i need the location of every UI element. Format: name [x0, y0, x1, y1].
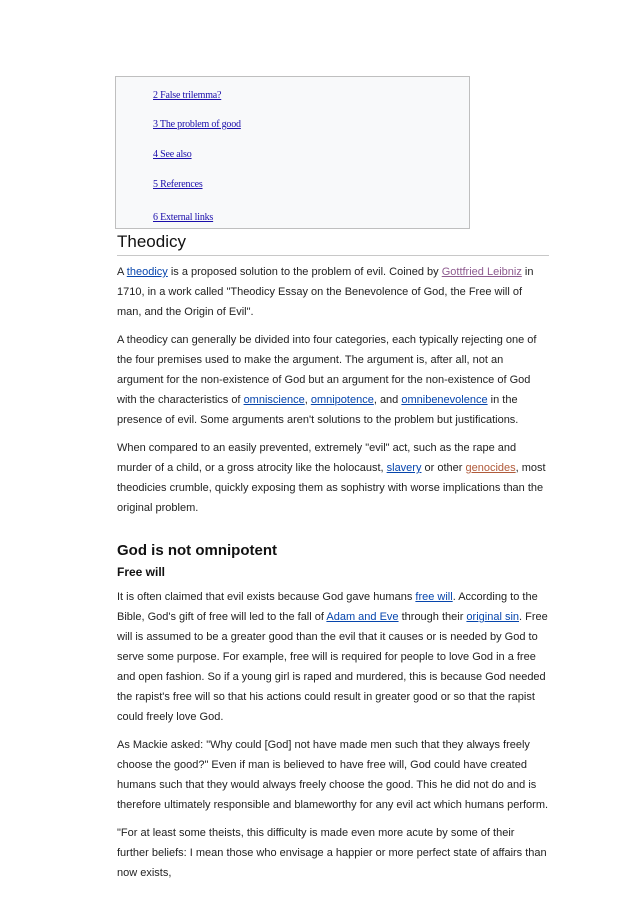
toc-link-external-links[interactable]: 6 External links — [153, 212, 214, 223]
page-title: Theodicy — [117, 232, 549, 256]
paragraph-comparison: When compared to an easily prevented, extremely "evil" act, such as the rape and murder of a child, or a gross atrocity like the holocaust, slavery or other genocides, most theodicies crumble, quickly exposing them as sophistry with worse implications than the original problem. — [117, 442, 546, 514]
link-gottfried-leibniz[interactable]: Gottfried Leibniz — [441, 266, 522, 278]
link-original-sin[interactable]: original sin — [466, 611, 520, 623]
paragraph-mackie: As Mackie asked: "Why could [God] not have made men such that they always freely choose the good?" Even if man is believed to have free will, God could have created humans such that they would always freely choose the good. This he did not do and is therefore ultimately responsible and blameworthy for any evil act which humans perform. — [117, 739, 549, 811]
link-omnibenevolence[interactable]: omnibenevolence — [401, 394, 488, 406]
link-adam-and-eve[interactable]: Adam and Eve — [326, 611, 399, 623]
section-heading: God is not omnipotent — [117, 542, 277, 559]
table-of-contents — [115, 76, 470, 229]
paragraph-free-will: It is often claimed that evil exists because God gave humans free will. According to the Bible, God's gift of free will led to the fall of Adam and Eve through their original sin. Free will is assumed to be a greater good than the evil that it causes or is needed by God to serve some purpose. For example, free will is required for people to love God in a free and open fashion. So if a young girl is raped and murdered, this is because God needed the rapist's free will so that his actions could result in greater good or so that the rapist could freely love God. — [117, 591, 548, 723]
toc-link-references[interactable]: 5 References — [153, 179, 203, 190]
paragraph-categories: A theodicy can generally be divided into four categories, each typically rejecting one of the four premises used to make the argument. The argument is, after all, not an argument for the non-existence of God but an argument for the non-existence of God with the characteristics of omniscience, omnipotence, and omnibenevolence in the presence of evil. Some arguments aren't solutions to the problem but justifications. — [117, 334, 537, 426]
article-content — [117, 232, 549, 883]
link-slavery[interactable]: slavery — [386, 462, 422, 474]
paragraph-quote: "For at least some theists, this difficulty is made even more acute by some of their further beliefs: I mean those who envisage a happier or more perfect state of affairs than now exists, — [117, 827, 547, 879]
link-omnipotence[interactable]: omnipotence — [310, 394, 374, 406]
paragraph-intro: A theodicy is a proposed solution to the problem of evil. Coined by Gottfried Leibniz in 1710, in a work called "Theodicy Essay on the Benevolence of God, the Free will of man, and the Origin of Evil". — [117, 266, 534, 318]
link-theodicy[interactable]: theodicy — [126, 266, 168, 278]
toc-link-problem-of-good[interactable]: 3 The problem of good — [153, 119, 241, 130]
subsection-heading: Free will — [117, 565, 166, 579]
link-genocides[interactable]: genocides — [465, 462, 516, 474]
toc-link-false-trilemma[interactable]: 2 False trilemma? — [153, 90, 222, 101]
toc-link-see-also[interactable]: 4 See also — [153, 149, 192, 160]
link-omniscience[interactable]: omniscience — [243, 394, 305, 406]
link-free-will[interactable]: free will — [415, 591, 453, 603]
